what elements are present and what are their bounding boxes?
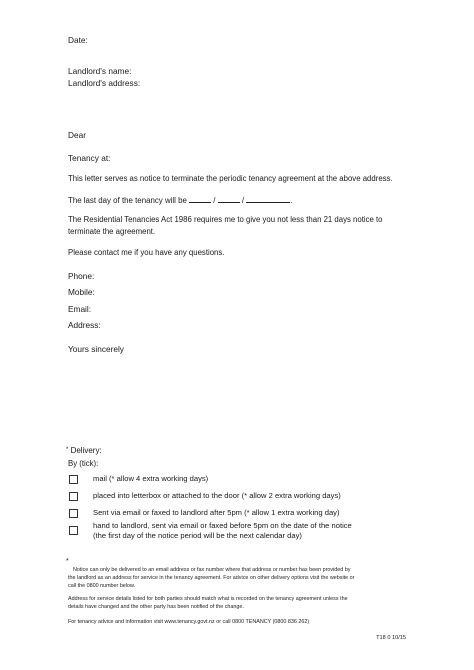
email-label: Email: [68,304,92,314]
salutation: Dear [68,130,86,140]
date-end: . [290,196,293,205]
footnote-2-line-1: Address for service details listed for both parties should match what is recorded on the tenancy agreement unless the [68,596,348,602]
last-day-prefix: The last day of the tenancy will be [68,196,187,205]
delivery-option-mail-checkbox[interactable] [69,475,78,484]
signoff: Yours sincerely [68,344,124,354]
tenancy-at-label: Tenancy at: [68,153,111,163]
last-day-line [68,194,293,206]
delivery-marker: * [66,447,69,453]
delivery-option-hand-label-line1: hand to landlord, sent via email or faxed before 5pm on the date of the notice [93,521,352,530]
notice-sentence: This letter serves as notice to terminate the periodic tenancy agreement at the above address. [68,174,393,183]
landlord-address-label: Landlord's address: [68,78,141,88]
phone-label: Phone: [68,271,95,281]
date-separator-2: / [241,196,245,205]
date-separator-1: / [213,196,216,205]
act-line-1: The Residential Tenancies Act 1986 requires me to give you not less than 21 days notice to [68,215,383,224]
delivery-option-letterbox-checkbox[interactable] [69,492,78,501]
footnote-marker: * [66,558,69,565]
form-code: T18 0 10/15 [376,635,406,641]
delivery-by-label: By (tick): [68,459,99,468]
delivery-option-mail-label: mail (* allow 4 extra working days) [93,474,209,483]
delivery-option-hand-label-line2: (the first day of the notice period will be the next calendar day) [93,531,302,540]
delivery-heading-text: Delivery: [70,446,102,455]
delivery-option-hand-checkbox[interactable] [69,526,78,535]
footnote-2-line-2: details have changed and the other party has been notified of the change. [68,604,244,610]
day-blank [189,194,211,203]
month-blank [218,194,240,203]
delivery-option-email-after-5pm-label: Sent via email or faxed to landlord after 5pm (* allow 1 extra working day) [93,508,340,517]
delivery-heading [66,445,102,456]
tenancy-advice-line: For tenancy advice and information visit www.tenancy.govt.nz or call 0800 TENANCY (0800 836 262) [68,619,310,625]
contact-sentence: Please contact me if you have any questions. [68,248,225,257]
landlord-name-label: Landlord's name: [68,66,132,76]
address-label: Address: [68,320,101,330]
year-blank [246,194,293,205]
date-label: Date: [68,35,88,45]
footnote-1-line-1: Notice can only be delivered to an email address or fax number where that address or number has been provided by [73,567,351,573]
delivery-option-letterbox-label: placed into letterbox or attached to the door (* allow 2 extra working days) [93,491,341,500]
mobile-label: Mobile: [68,287,95,297]
act-line-2: terminate the agreement. [68,227,156,236]
delivery-option-email-after-5pm-checkbox[interactable] [69,509,78,518]
footnote-1-line-3: call the 0800 number below. [68,583,136,589]
footnote-1-line-2: the landlord as an address for service in the tenancy agreement. For advice on other delivery options visit the website or [68,575,355,581]
